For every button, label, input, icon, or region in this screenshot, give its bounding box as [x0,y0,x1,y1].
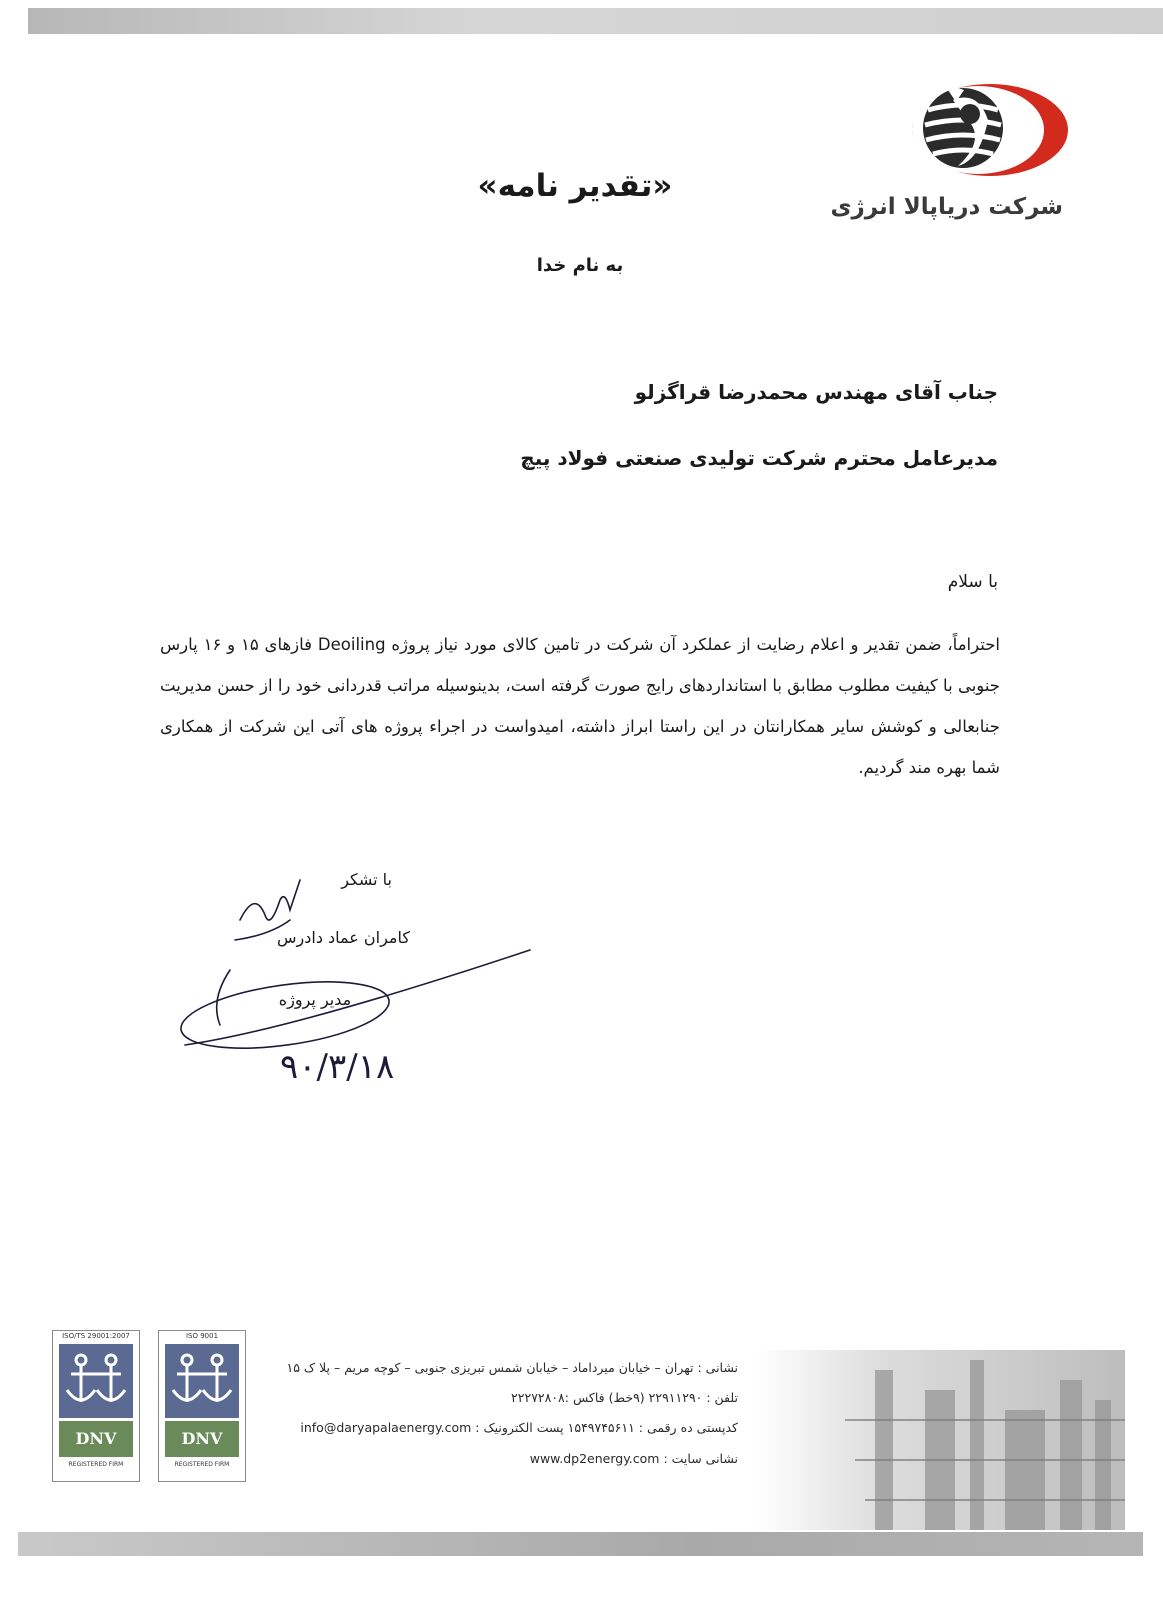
recipient-name: جناب آقای مهندس محمدرضا قراگزلو [634,380,998,404]
anchor-icon [59,1344,133,1418]
anchor-icon [165,1344,239,1418]
scan-bottom-border [18,1532,1143,1556]
footer-address: نشانی : تهران – خیابان میرداماد – خیابان شمس تبریزی جنوبی – کوچه مریم – پلا ک ۱۵ [286,1360,738,1375]
greeting: با سلام [947,572,998,592]
footer-website-label: نشانی سایت : [663,1451,738,1466]
certificate-standard: ISO/TS 29001:2007 [62,1332,130,1340]
footer-website [530,1451,738,1466]
signatory-role: مدیر پروژه [278,990,352,1009]
footer-website-link[interactable]: www.dp2energy.com [529,1451,660,1466]
signature-date: ۹۰/۳/۱۸ [280,1047,395,1087]
certificate-status: REGISTERED FIRM [68,1461,124,1468]
certificate-brand: DNV [165,1421,239,1457]
letter-body: احتراماً، ضمن تقدیر و اعلام رضایت از عملکرد آن شرکت در تامین کالای مورد نیاز پروژه Deoiling فازهای ۱۵ و ۱۶ پارس جنوبی با کیفیت مطلوب مطابق با استانداردهای رایج صورت گرفته است، بدینوسیله مراتب قدردانی خود را از حسن مدیریت جنابعالی و کوشش سایر همکارانتان در این راستا ابراز داشته، امیدواست در اجراء پروژه های آتی این شرکت از همکاری شما بهره مند گردیم. [160,635,1000,777]
certificate-standard: ISO 9001 [185,1332,219,1340]
footer-postal: کدپستی ده رقمی : ۱۵۴۹۷۴۵۶۱۱ پست الکترونیک : [475,1420,738,1435]
footer-phone: تلفن : ۲۲۹۱۱۲۹۰ (۹خط) فاکس :۲۲۲۷۲۸۰۸ [511,1390,738,1405]
footer-postal-email [300,1420,738,1435]
footer-email[interactable]: info@daryapalaenergy.com [300,1420,472,1435]
scan-top-border [28,8,1163,34]
certificate-brand: DNV [59,1421,133,1457]
recipient-position: مدیرعامل محترم شرکت تولیدی صنعتی فولاد پیچ [520,446,998,470]
refinery-image [755,1350,1125,1530]
certificate-status: REGISTERED FIRM [174,1461,230,1468]
signature-thanks: با تشکر [341,870,392,889]
company-logo [908,80,1068,180]
certificate-badge [158,1330,246,1482]
company-name: شرکت دریاپالا انرژی [830,194,1063,220]
signatory-name: کامران عماد دادرس [276,928,410,947]
basmala: به نام خدا [536,255,624,276]
letter-title: «تقدیر نامه» [477,168,673,204]
certificate-badge [52,1330,140,1482]
